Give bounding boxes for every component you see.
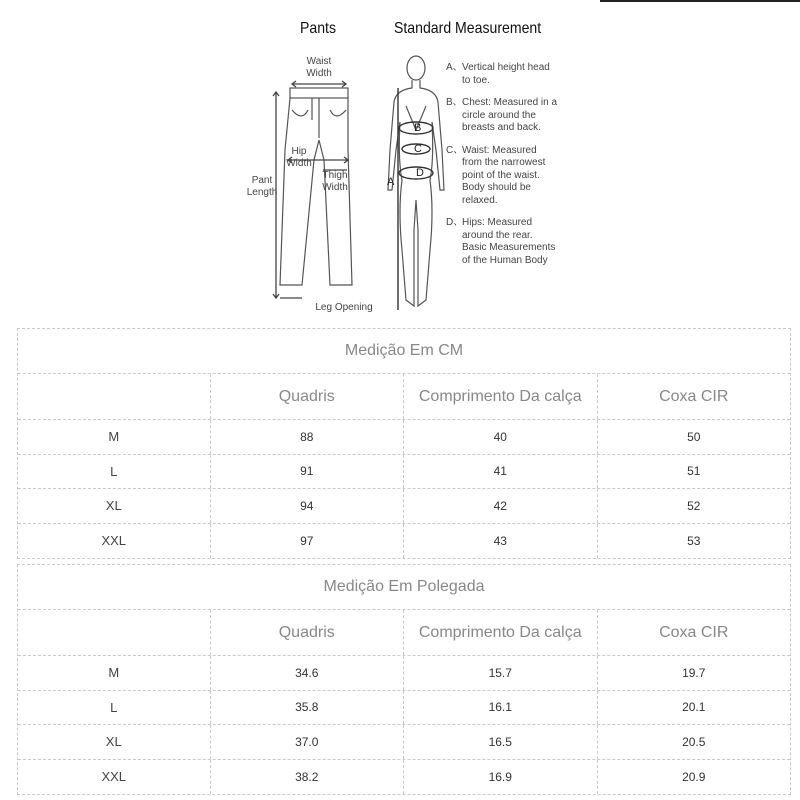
thigh-width-label: Thigh Width (322, 170, 348, 193)
header-cell: Coxa CIR (659, 387, 729, 405)
table-row (18, 420, 790, 455)
legend-text: Vertical height head to toe. (462, 62, 550, 86)
value-cell: 15.7 (404, 656, 598, 690)
table-row (18, 489, 790, 524)
body-letter-b: B (414, 122, 422, 134)
value-cell: 20.9 (682, 769, 706, 784)
legend-item (446, 62, 566, 87)
table-caption: Medição Em Polegada (18, 565, 790, 610)
header-cell: Quadris (211, 610, 405, 655)
size-cell: XXL (18, 524, 211, 559)
value-cell: 88 (211, 420, 405, 454)
legend-text: Hips: Measured around the rear. Basic Measurements of the Human Body (462, 217, 556, 266)
table-caption: Medição Em CM (18, 329, 790, 374)
value-cell: 97 (211, 524, 405, 559)
header-cell: Comprimento Da calça (404, 374, 598, 419)
size-cell: L (18, 691, 211, 725)
body-letter-a: A (387, 176, 395, 188)
body-letter-c: C (414, 143, 422, 155)
value-cell: 53 (687, 533, 701, 548)
legend-letter: C、 (446, 144, 464, 156)
value-cell: 94 (211, 489, 405, 523)
pant-length-label: Pant Length (246, 175, 278, 198)
value-cell: 41 (404, 455, 598, 489)
value-cell: 37.0 (211, 725, 405, 759)
value-cell: 19.7 (682, 665, 706, 680)
header-cell: Comprimento Da calça (404, 610, 598, 655)
size-cell: XL (18, 725, 211, 759)
legend-letter: B、 (446, 97, 463, 108)
value-cell: 16.5 (404, 725, 598, 759)
table-row (18, 455, 790, 490)
waist-width-label: Waist Width (306, 56, 332, 79)
header-cell: Coxa CIR (659, 623, 729, 641)
value-cell: 42 (404, 489, 598, 523)
value-cell: 20.1 (682, 700, 706, 715)
top-rule (600, 0, 800, 2)
value-cell: 38.2 (211, 760, 405, 795)
size-table-cm (17, 328, 791, 559)
table-row (18, 524, 790, 559)
measurement-title: Standard Measurement (394, 20, 542, 37)
size-cell: XXL (18, 760, 211, 795)
value-cell: 50 (687, 429, 701, 444)
header-cell (18, 374, 211, 419)
legend-item (446, 217, 566, 267)
pants-title: Pants (300, 20, 337, 37)
value-cell: 51 (687, 464, 701, 479)
size-cell: M (18, 656, 211, 690)
body-letter-d: D (416, 167, 424, 179)
value-cell: 40 (404, 420, 598, 454)
table-row (18, 656, 790, 691)
value-cell: 16.9 (404, 760, 598, 795)
human-body-icon (388, 56, 444, 306)
value-cell: 52 (687, 498, 701, 513)
value-cell: 20.5 (682, 734, 706, 749)
legend-letter: D、 (446, 217, 464, 228)
size-cell: L (18, 455, 211, 489)
value-cell: 35.8 (211, 691, 405, 725)
size-cell: M (18, 420, 211, 454)
hip-width-label: Hip Width (286, 146, 312, 169)
table-row (18, 691, 790, 726)
legend-text: Waist: Measured from the narrowest point of the waist. Body should be relaxed. (462, 144, 546, 206)
leg-opening-label: Leg Opening (315, 302, 373, 313)
value-cell: 16.1 (404, 691, 598, 725)
legend-text: Chest: Measured in a circle around the breasts and back. (462, 97, 558, 133)
size-cell: XL (18, 489, 211, 523)
table-header-row (18, 374, 790, 420)
header-cell (18, 610, 211, 655)
table-row (18, 725, 790, 760)
legend-letter: A、 (446, 62, 463, 73)
size-table-inch (17, 564, 791, 795)
legend-item (446, 97, 566, 135)
measurement-legend (446, 62, 566, 277)
value-cell: 91 (211, 455, 405, 489)
header-cell: Quadris (211, 374, 405, 419)
value-cell: 43 (404, 524, 598, 559)
legend-item (446, 145, 566, 208)
value-cell: 34.6 (211, 656, 405, 690)
table-header-row (18, 610, 790, 656)
table-row (18, 760, 790, 795)
